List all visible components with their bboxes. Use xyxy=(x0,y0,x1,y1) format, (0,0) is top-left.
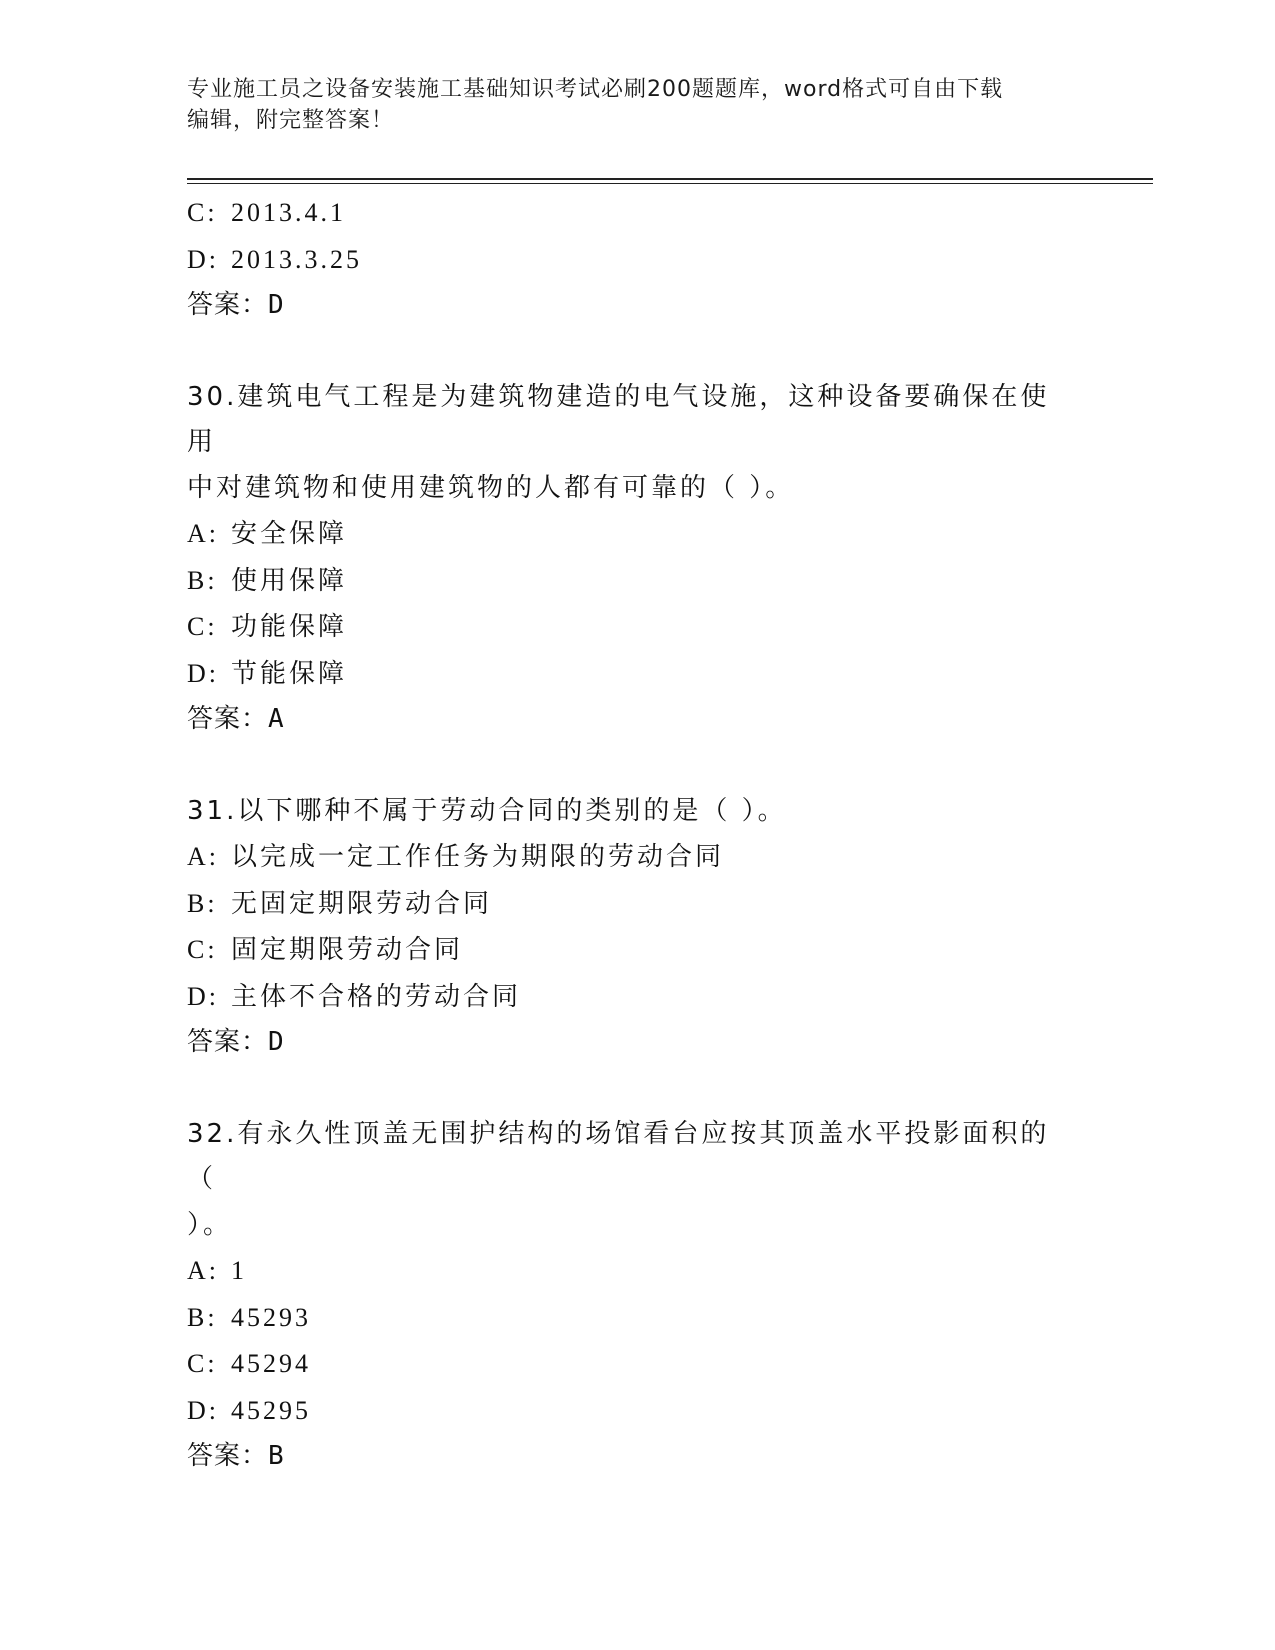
option-b xyxy=(187,1295,1087,1342)
option-c xyxy=(187,190,1087,237)
answer-line xyxy=(187,283,1087,329)
option-letter: C: xyxy=(187,198,218,227)
option-text: 2013.4.1 xyxy=(231,198,346,227)
option-a xyxy=(187,511,1087,558)
question-30 xyxy=(187,375,1087,743)
option-text: 主体不合格的劳动合同 xyxy=(231,981,522,1012)
header-divider-thick xyxy=(187,178,1153,180)
question-stem xyxy=(187,375,1067,512)
answer-line xyxy=(187,697,1087,743)
answer-value: A xyxy=(268,704,285,734)
option-letter: C: xyxy=(187,935,218,964)
option-letter: A: xyxy=(187,842,219,871)
option-letter: D: xyxy=(187,244,219,274)
option-letter: C: xyxy=(187,612,218,641)
answer-line xyxy=(187,1020,1087,1066)
option-d xyxy=(187,1388,1087,1435)
option-text: 45295 xyxy=(231,1395,311,1425)
answer-line xyxy=(187,1434,1087,1480)
option-letter: B: xyxy=(187,888,218,918)
header-title-line-1: 专业施工员之设备安装施工基础知识考试必刷200题题库，word格式可自由下载 xyxy=(187,77,1004,102)
option-b xyxy=(187,558,1087,605)
question-list xyxy=(187,190,1087,1480)
option-letter: D: xyxy=(187,658,219,688)
option-text: 安全保障 xyxy=(231,519,348,549)
option-text: 使用保障 xyxy=(231,565,348,596)
question-stem-line-1: 32.有永久性顶盖无围护结构的场馆看台应按其顶盖水平投影面积的（ xyxy=(187,1118,1050,1194)
question-31 xyxy=(187,789,1087,1066)
option-text: 无固定期限劳动合同 xyxy=(231,888,493,919)
question-stem-line-1: 31.以下哪种不属于劳动合同的类别的是（ ）。 xyxy=(187,795,787,826)
option-letter: B: xyxy=(187,1302,218,1332)
option-text: 2013.3.25 xyxy=(231,244,362,274)
question-stem-line-1: 30.建筑电气工程是为建筑物建造的电气设施，这种设备要确保在使用 xyxy=(187,381,1050,457)
answer-value: B xyxy=(268,1441,285,1471)
option-text: 45293 xyxy=(231,1302,311,1332)
option-letter: A: xyxy=(187,519,219,548)
option-b xyxy=(187,881,1087,928)
option-c xyxy=(187,1341,1087,1388)
answer-value: D xyxy=(268,290,285,320)
option-d xyxy=(187,237,1087,284)
option-text: 以完成一定工作任务为期限的劳动合同 xyxy=(231,842,725,872)
question-stem-line-2: 中对建筑物和使用建筑物的人都有可靠的（ ）。 xyxy=(187,472,795,503)
header-divider-thin xyxy=(187,183,1153,184)
answer-value: D xyxy=(268,1027,285,1057)
page-header xyxy=(187,74,1067,136)
question-stem xyxy=(187,1112,1067,1249)
option-letter: D: xyxy=(187,1395,219,1425)
answer-label: 答案： xyxy=(187,290,269,320)
option-text: 45294 xyxy=(231,1349,311,1378)
question-29-continuation xyxy=(187,190,1087,329)
option-c xyxy=(187,604,1087,651)
option-text: 固定期限劳动合同 xyxy=(231,935,464,965)
header-title-line-2: 编辑，附完整答案！ xyxy=(187,108,395,133)
option-text: 功能保障 xyxy=(231,612,348,642)
option-d xyxy=(187,974,1087,1021)
answer-label: 答案： xyxy=(187,704,269,734)
option-a xyxy=(187,1248,1087,1295)
question-32 xyxy=(187,1112,1087,1480)
option-d xyxy=(187,651,1087,698)
option-letter: D: xyxy=(187,981,219,1011)
option-letter: B: xyxy=(187,565,218,595)
answer-label: 答案： xyxy=(187,1441,269,1471)
option-letter: A: xyxy=(187,1256,219,1285)
question-stem-line-2: ）。 xyxy=(187,1209,233,1240)
answer-label: 答案： xyxy=(187,1027,269,1057)
option-c xyxy=(187,927,1087,974)
option-letter: C: xyxy=(187,1349,218,1378)
question-stem xyxy=(187,789,1067,835)
option-a xyxy=(187,834,1087,881)
option-text: 1 xyxy=(231,1256,247,1285)
option-text: 节能保障 xyxy=(231,658,348,689)
